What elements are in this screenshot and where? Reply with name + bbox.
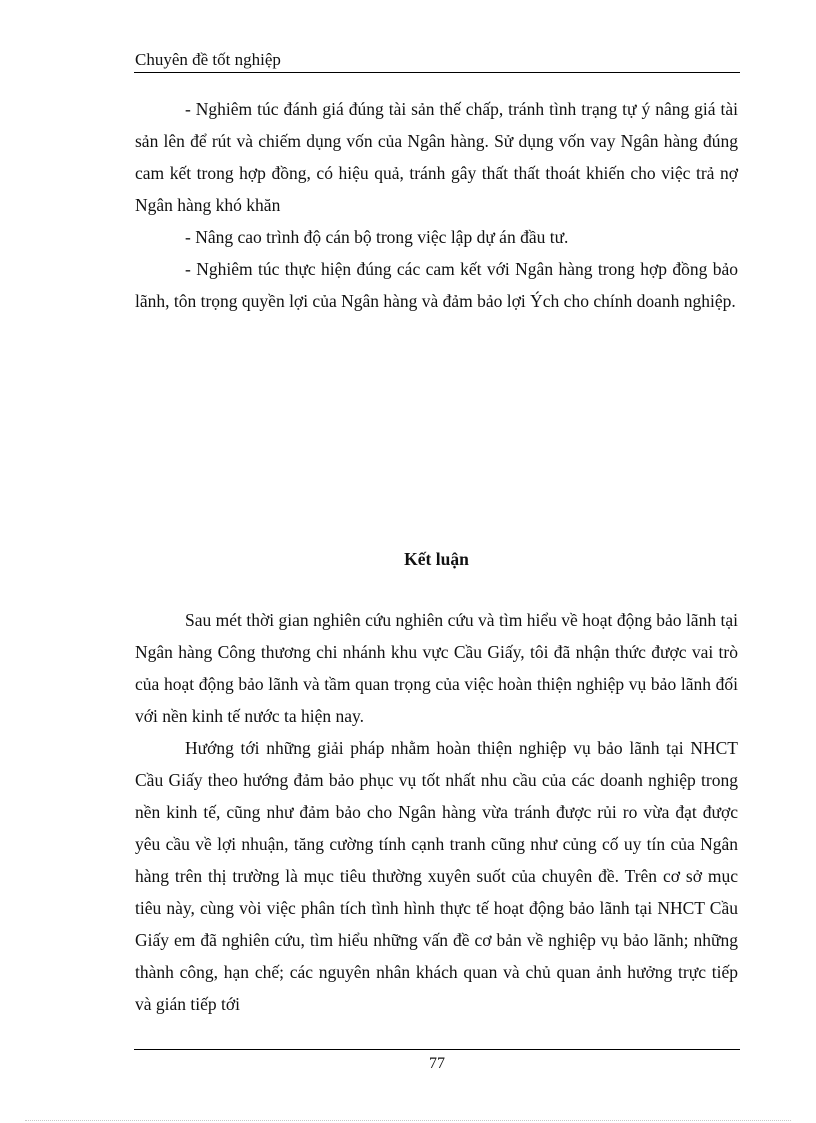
page-footer (134, 1049, 740, 1080)
page-number: 77 (429, 1055, 445, 1072)
recommendations-block (135, 93, 738, 317)
conclusion-heading: Kết luận (404, 549, 469, 569)
conclusion-block (135, 604, 738, 1020)
conclusion-paragraph-intro: Sau mét thời gian nghiên cứu nghiên cứu và tìm hiểu về hoạt động bảo lãnh tại Ngân hàng Công thương chi nhánh khu vực Cầu Giấy, tôi đã nhận thức được vai trò của hoạt động bảo lãnh và tầm quan trọng của việc hoàn thiện nghiệp vụ bảo lãnh đối với nền kinh tế nước ta hiện nay. (135, 610, 738, 726)
paragraph-commitments: - Nghiêm túc thực hiện đúng các cam kết với Ngân hàng trong hợp đồng bảo lãnh, tôn trọng quyền lợi của Ngân hàng và đảm bảo lợi Ých cho chính doanh nghiệp. (135, 259, 738, 311)
header-title: Chuyên đề tốt nghiệp (135, 50, 281, 69)
conclusion-paragraph-solutions: Hướng tới những giải pháp nhằm hoàn thiện nghiệp vụ bảo lãnh tại NHCT Cầu Giấy theo hướng đảm bảo phục vụ tốt nhất nhu cầu của các doanh nghiệp trong nền kinh tế, cũng như đảm bảo cho Ngân hàng vừa tránh được rủi ro vừa đạt được yêu cầu về lợi nhuận, tăng cường tính cạnh tranh cũng như củng cố uy tín của Ngân hàng trên thị trường là mục tiêu thường xuyên suốt của chuyên đề. Trên cơ sở mục tiêu này, cùng vòi việc phân tích tình hình thực tế hoạt động bảo lãnh tại NHCT Cầu Giấy em đã nghiên cứu, tìm hiểu những vấn đề cơ bản về nghiệp vụ bảo lãnh; những thành công, hạn chế; các nguyên nhân khách quan và chủ quan ảnh hưởng trực tiếp và gián tiếp tới (135, 738, 738, 1014)
paragraph-staff-training: - Nâng cao trình độ cán bộ trong việc lập dự án đầu tư. (185, 227, 569, 247)
page-bottom-edge (25, 1120, 791, 1121)
paragraph-collateral-valuation: - Nghiêm túc đánh giá đúng tài sản thế chấp, tránh tình trạng tự ý nâng giá tài sản lên để rút và chiếm dụng vốn của Ngân hàng. Sử dụng vốn vay Ngân hàng đúng cam kết trong hợp đồng, có hiệu quả, tránh gây thất thất thoát khiến cho việc trả nợ Ngân hàng khó khăn (135, 99, 738, 215)
page-header (134, 50, 740, 73)
